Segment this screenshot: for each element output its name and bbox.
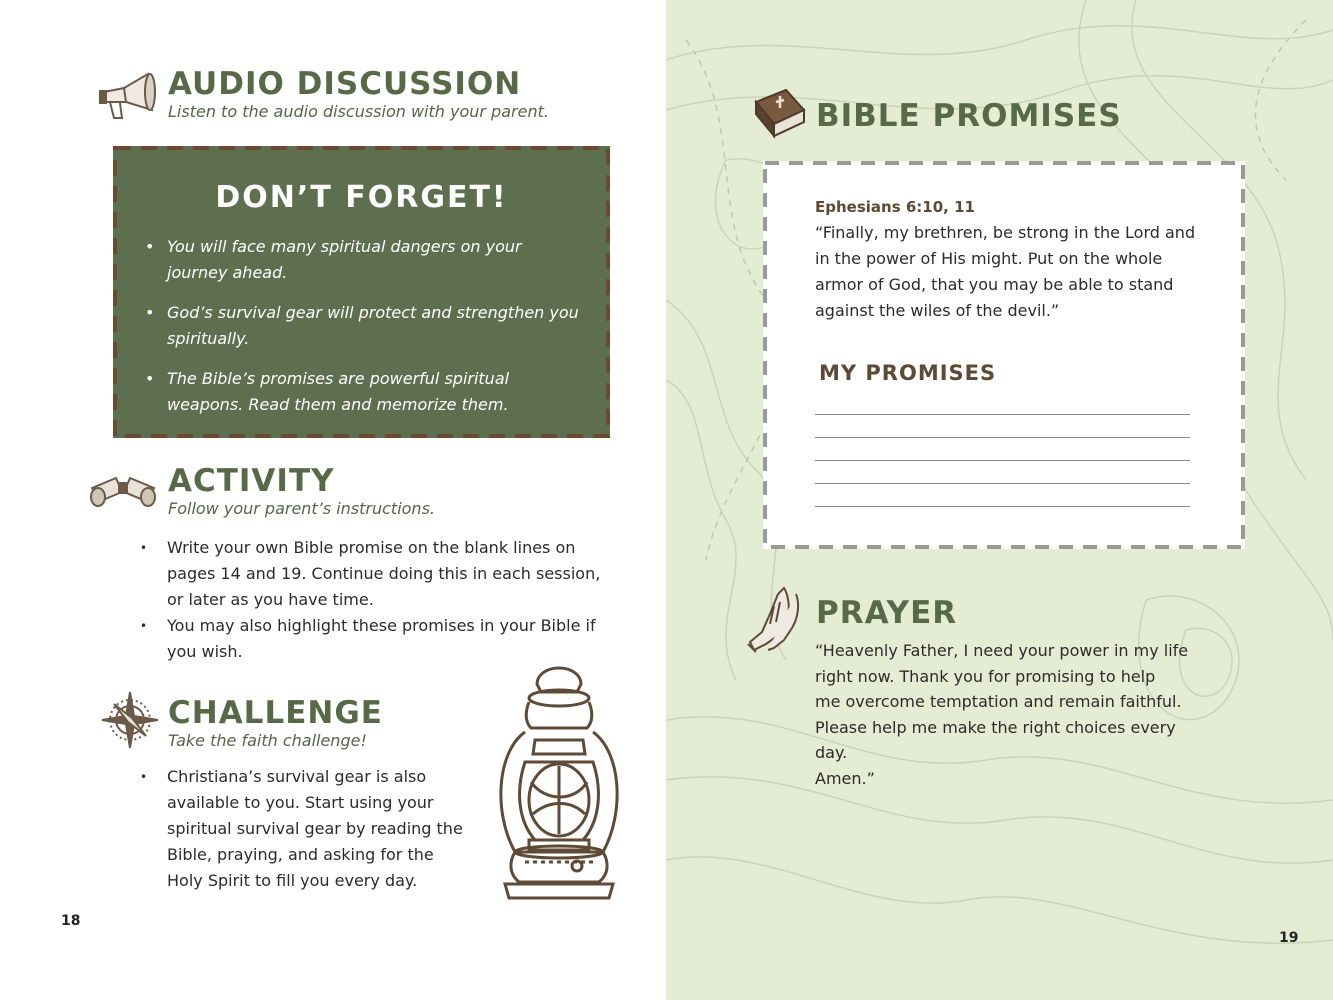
verse-text: “Finally, my brethren, be strong in the Lord and in the power of His might. Put on the whole armor of God, that you may be able to stand against the wiles of the devil.” xyxy=(815,223,1196,320)
dont-forget-box xyxy=(113,146,610,438)
bible-promise-card xyxy=(763,161,1245,549)
writing-line[interactable] xyxy=(815,414,1190,415)
activity-list xyxy=(140,535,610,665)
writing-line[interactable] xyxy=(815,437,1190,438)
prayer-text: “Heavenly Father, I need your power in my life right now. Thank you for promising to help me overcome temptation and remain faithful. Please help me make the right choices every day. Amen.” xyxy=(815,641,1189,788)
writing-line[interactable] xyxy=(815,506,1190,507)
megaphone-icon xyxy=(96,70,160,124)
left-page xyxy=(0,0,666,1000)
writing-line[interactable] xyxy=(815,460,1190,461)
compass-icon xyxy=(100,690,160,750)
binoculars-icon xyxy=(86,470,160,512)
list-item: • Write your own Bible promise on the blank lines on pages 14 and 19. Continue doing this in each session, or later as you have time. xyxy=(140,535,610,613)
activity-subtitle: Follow your parent’s instructions. xyxy=(168,499,435,518)
list-item: • You may also highlight these promises in your Bible if you wish. xyxy=(140,613,610,665)
audio-discussion-title: AUDIO DISCUSSION xyxy=(168,66,522,102)
dont-forget-title: DON’T FORGET! xyxy=(215,180,508,215)
praying-hands-icon xyxy=(744,584,808,654)
page-number-left: 18 xyxy=(61,913,81,929)
page-number-right: 19 xyxy=(1279,930,1299,946)
list-item: • God’s survival gear will protect and strengthen you spiritually. xyxy=(141,300,581,352)
list-item: • The Bible’s promises are powerful spiritual weapons. Read them and memorize them. xyxy=(141,366,581,418)
lantern-icon xyxy=(485,662,633,910)
activity-title: ACTIVITY xyxy=(168,463,335,499)
dont-forget-list xyxy=(141,234,581,432)
challenge-list xyxy=(140,764,470,894)
list-item: • You will face many spiritual dangers on your journey ahead. xyxy=(141,234,581,286)
bible-promises-title: BIBLE PROMISES xyxy=(816,98,1122,134)
writing-line[interactable] xyxy=(815,483,1190,484)
bible-icon xyxy=(750,88,808,144)
verse-reference: Ephesians 6:10, 11 xyxy=(815,198,975,216)
my-promises-label: MY PROMISES xyxy=(819,361,997,385)
challenge-title: CHALLENGE xyxy=(168,695,383,731)
audio-discussion-subtitle: Listen to the audio discussion with your parent. xyxy=(168,102,549,121)
prayer-title: PRAYER xyxy=(816,595,958,631)
challenge-subtitle: Take the faith challenge! xyxy=(168,731,367,750)
list-item: • Christiana’s survival gear is also available to you. Start using your spiritual survival gear by reading the Bible, praying, and asking for the Holy Spirit to fill you every day. xyxy=(140,764,470,894)
